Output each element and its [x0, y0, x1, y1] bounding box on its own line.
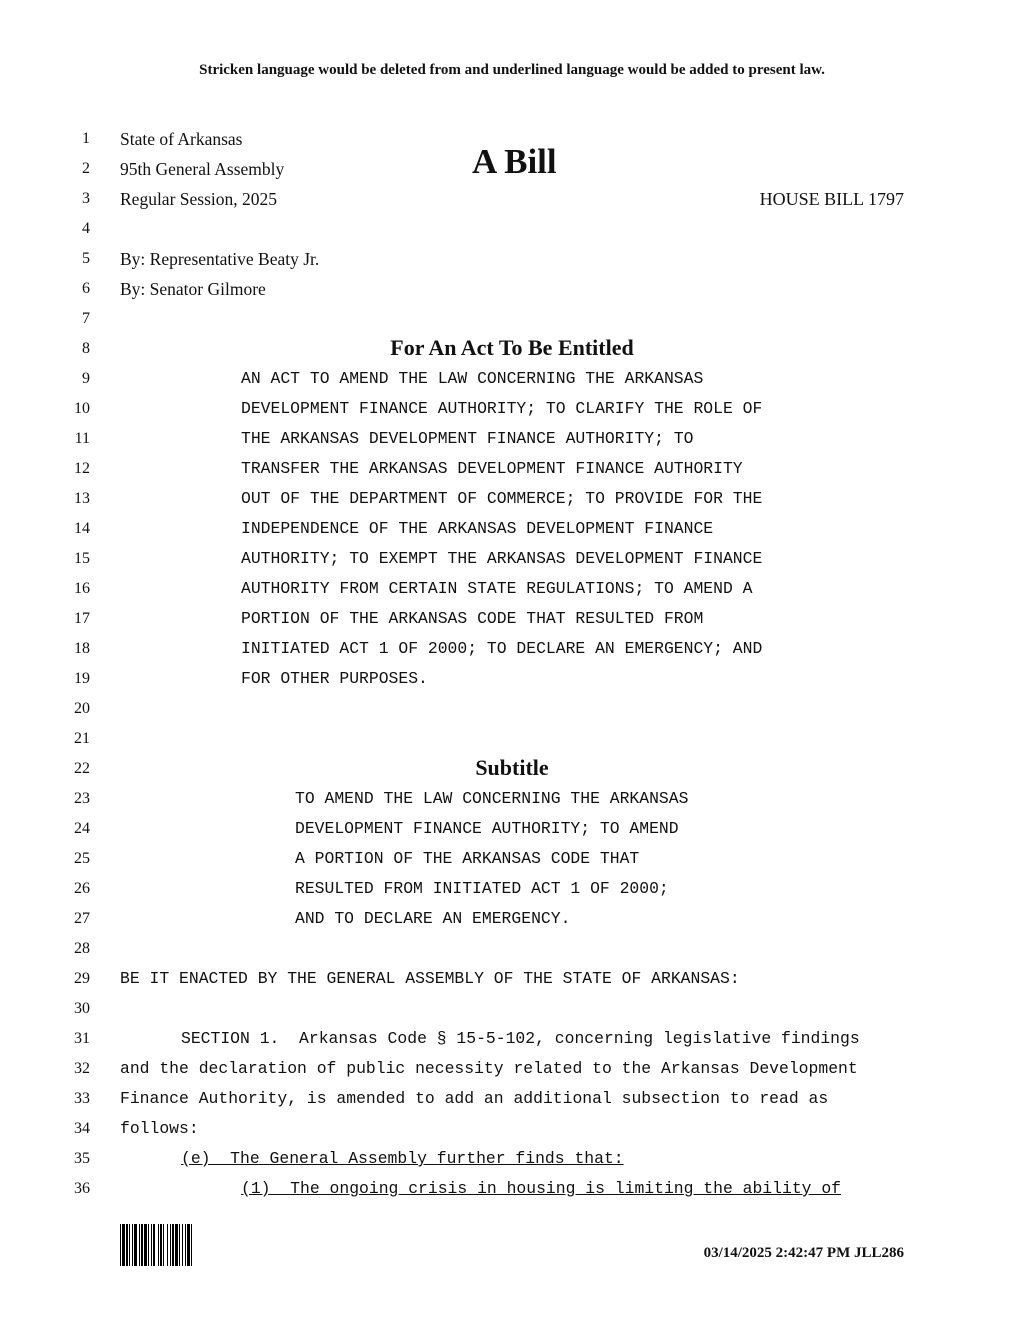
act-title-line: AUTHORITY; TO EXEMPT THE ARKANSAS DEVELOPMENT FINANCE	[241, 549, 763, 568]
line-19	[0, 664, 1024, 694]
line-10	[0, 394, 1024, 424]
line-28	[0, 934, 1024, 964]
sponsor-representative: By: Representative Beaty Jr.	[120, 249, 320, 269]
barcode-bar	[192, 1224, 194, 1266]
amendment-notice: Stricken language would be deleted from and underlined language would be added to present law.	[199, 62, 825, 78]
line-number: 5	[82, 250, 90, 267]
line-number: 17	[74, 610, 90, 627]
act-title-line: THE ARKANSAS DEVELOPMENT FINANCE AUTHORITY; TO	[241, 429, 694, 448]
line-9	[0, 364, 1024, 394]
act-title-line: INITIATED ACT 1 OF 2000; TO DECLARE AN EMERGENCY; AND	[241, 639, 763, 658]
line-14	[0, 514, 1024, 544]
line-number: 18	[74, 640, 90, 657]
line-27	[0, 904, 1024, 934]
act-title-line: AN ACT TO AMEND THE LAW CONCERNING THE ARKANSAS	[241, 369, 704, 388]
line-23	[0, 784, 1024, 814]
line-16	[0, 574, 1024, 604]
line-11	[0, 424, 1024, 454]
entitled-heading: For An Act To Be Entitled	[390, 335, 634, 360]
line-33	[0, 1084, 1024, 1114]
line-35	[0, 1144, 1024, 1174]
sponsor-senator: By: Senator Gilmore	[120, 279, 266, 299]
line-number: 16	[74, 580, 90, 597]
line-number: 21	[74, 730, 90, 747]
subtitle-line: RESULTED FROM INITIATED ACT 1 OF 2000;	[295, 879, 669, 898]
line-number: 32	[74, 1060, 90, 1077]
line-21	[0, 724, 1024, 754]
line-number: 30	[74, 1000, 90, 1017]
line-number: 35	[74, 1150, 90, 1167]
act-title-line: FOR OTHER PURPOSES.	[241, 669, 428, 688]
subtitle-line: DEVELOPMENT FINANCE AUTHORITY; TO AMEND	[295, 819, 679, 838]
line-26	[0, 874, 1024, 904]
line-4	[0, 214, 1024, 244]
footer-timestamp: 03/14/2025 2:42:47 PM JLL286	[703, 1245, 904, 1261]
enacting-clause: BE IT ENACTED BY THE GENERAL ASSEMBLY OF THE STATE OF ARKANSAS:	[120, 969, 740, 988]
line-number: 11	[74, 430, 90, 447]
act-title-line: TRANSFER THE ARKANSAS DEVELOPMENT FINANCE AUTHORITY	[241, 459, 743, 478]
line-34	[0, 1114, 1024, 1144]
line-number: 25	[74, 850, 90, 867]
line-32	[0, 1054, 1024, 1084]
general-assembly: 95th General Assembly	[120, 159, 285, 179]
barcode	[120, 1224, 248, 1266]
bill-number: HOUSE BILL 1797	[759, 189, 904, 209]
line-24	[0, 814, 1024, 844]
line-number: 10	[74, 400, 90, 417]
line-number: 4	[82, 220, 90, 237]
line-36	[0, 1174, 1024, 1204]
section-text-line: and the declaration of public necessity related to the Arkansas Development	[120, 1059, 858, 1078]
line-31	[0, 1024, 1024, 1054]
line-number: 14	[74, 520, 90, 537]
line-number: 8	[82, 340, 90, 357]
subtitle-line: A PORTION OF THE ARKANSAS CODE THAT	[295, 849, 640, 868]
line-number: 24	[74, 820, 90, 837]
section-text-line: SECTION 1. Arkansas Code § 15-5-102, concerning legislative findings	[181, 1029, 860, 1048]
line-number: 12	[74, 460, 90, 477]
line-29	[0, 964, 1024, 994]
line-7	[0, 304, 1024, 334]
line-number: 28	[74, 940, 90, 957]
session: Regular Session, 2025	[120, 189, 278, 209]
act-title-line: INDEPENDENCE OF THE ARKANSAS DEVELOPMENT FINANCE	[241, 519, 714, 538]
line-number: 3	[82, 190, 90, 207]
line-number: 27	[74, 910, 90, 927]
line-number: 22	[74, 760, 90, 777]
line-number: 2	[82, 160, 90, 177]
subtitle-line: TO AMEND THE LAW CONCERNING THE ARKANSAS	[295, 789, 689, 808]
act-title-line: PORTION OF THE ARKANSAS CODE THAT RESULTED FROM	[241, 609, 704, 628]
line-17	[0, 604, 1024, 634]
added-language-line: (1) The ongoing crisis in housing is limiting the ability of	[241, 1179, 841, 1198]
line-number: 15	[74, 550, 90, 567]
line-12	[0, 454, 1024, 484]
line-18	[0, 634, 1024, 664]
line-number: 23	[74, 790, 90, 807]
line-number: 9	[82, 370, 90, 387]
line-number: 33	[74, 1090, 90, 1107]
line-number: 26	[74, 880, 90, 897]
line-number: 31	[74, 1030, 90, 1047]
added-language-line: (e) The General Assembly further finds that:	[181, 1149, 624, 1168]
line-30	[0, 994, 1024, 1024]
act-title-line: OUT OF THE DEPARTMENT OF COMMERCE; TO PROVIDE FOR THE	[241, 489, 763, 508]
line-number: 29	[74, 970, 90, 987]
line-6	[0, 274, 1024, 304]
line-number: 34	[74, 1120, 90, 1137]
line-8	[0, 334, 1024, 364]
line-20	[0, 694, 1024, 724]
act-title-line: DEVELOPMENT FINANCE AUTHORITY; TO CLARIFY THE ROLE OF	[241, 399, 763, 418]
line-number: 1	[82, 130, 90, 147]
line-number: 20	[74, 700, 90, 717]
state-name: State of Arkansas	[120, 129, 243, 149]
line-number: 7	[82, 310, 90, 327]
line-15	[0, 544, 1024, 574]
line-number: 36	[74, 1180, 90, 1197]
line-13	[0, 484, 1024, 514]
subtitle-line: AND TO DECLARE AN EMERGENCY.	[295, 909, 571, 928]
line-number: 6	[82, 280, 90, 297]
line-5	[0, 244, 1024, 274]
section-text-line: follows:	[120, 1119, 199, 1138]
line-number: 19	[74, 670, 90, 687]
document-type-title: A Bill	[472, 142, 557, 181]
line-22	[0, 754, 1024, 784]
section-text-line: Finance Authority, is amended to add an additional subsection to read as	[120, 1089, 829, 1108]
act-title-line: AUTHORITY FROM CERTAIN STATE REGULATIONS; TO AMEND A	[241, 579, 753, 598]
line-3	[0, 184, 1024, 214]
subtitle-heading: Subtitle	[475, 755, 549, 780]
line-25	[0, 844, 1024, 874]
line-number: 13	[74, 490, 90, 507]
